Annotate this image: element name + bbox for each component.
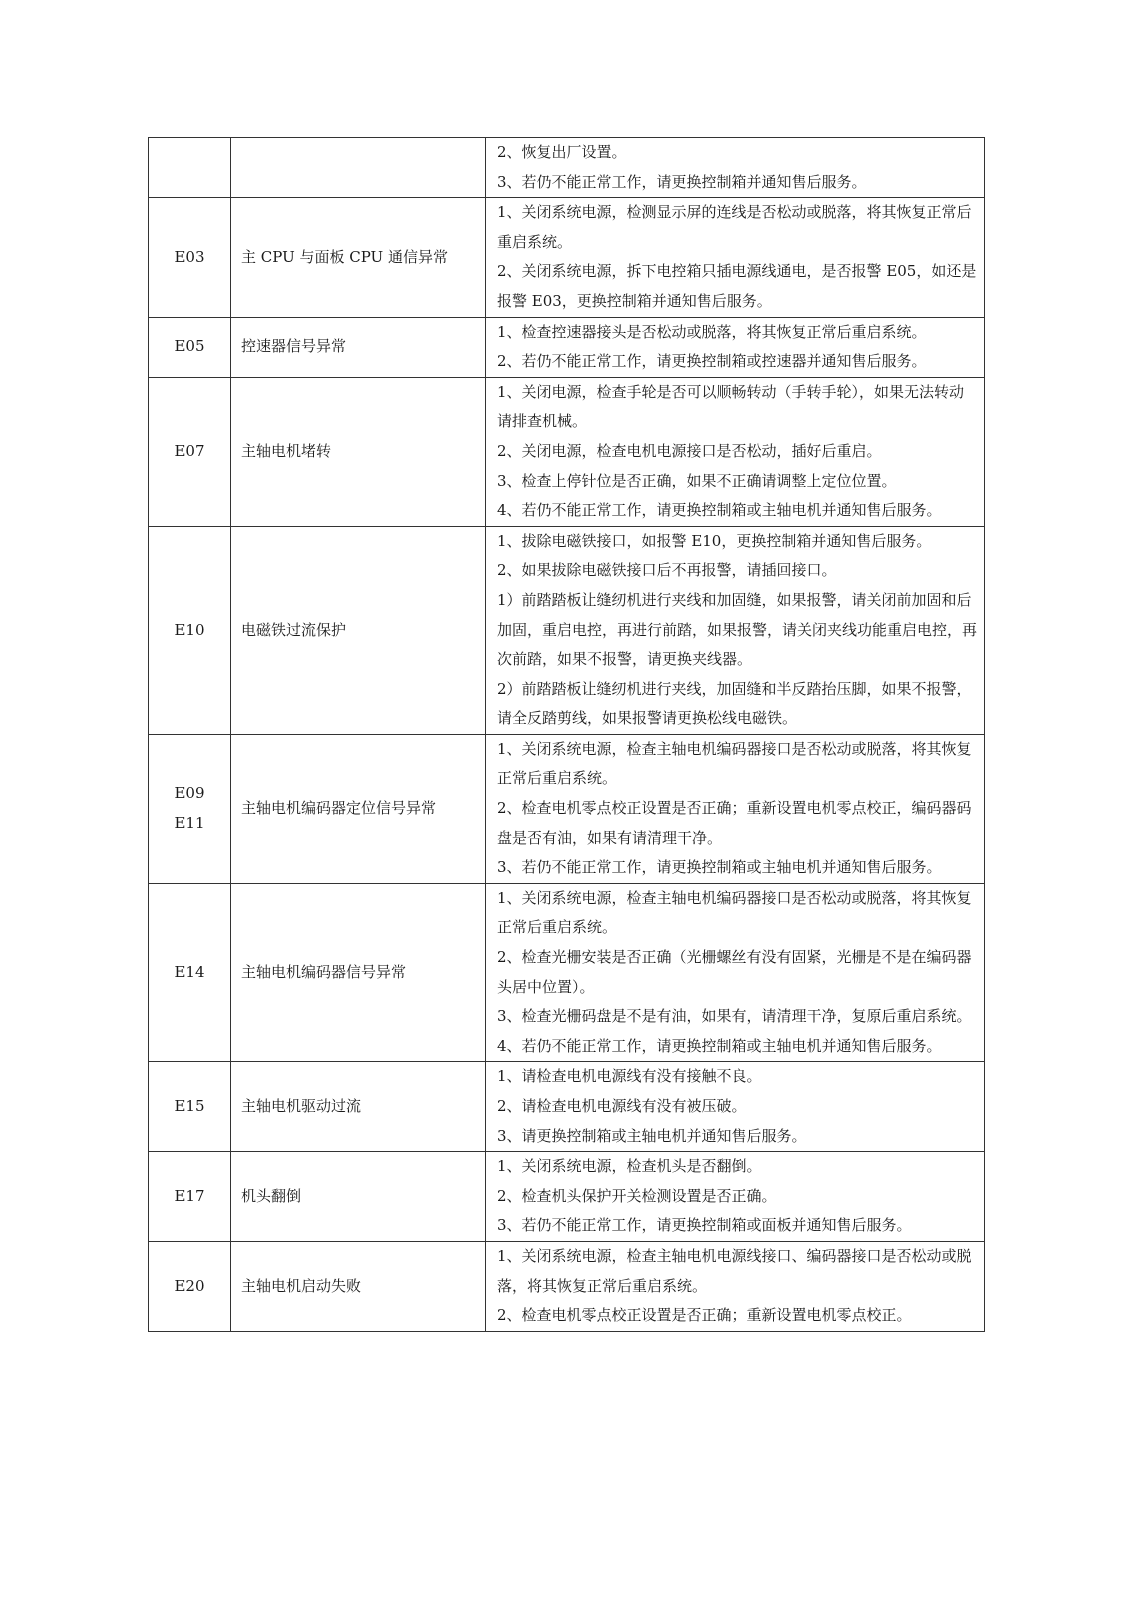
- table-row: [149, 734, 985, 883]
- solution-step: 2、若仍不能正常工作，请更换控制箱或控速器并通知售后服务。: [497, 352, 927, 371]
- solution-step: 2、检查光栅安装是否正确（光栅螺丝有没有固紧，光栅是不是在编码器头居中位置）。: [497, 948, 972, 996]
- error-code: E03: [174, 247, 205, 266]
- error-code-cell: [149, 138, 231, 198]
- error-code-cell: [149, 734, 231, 883]
- error-code-cell: [149, 1062, 231, 1152]
- table-row: [149, 1241, 985, 1331]
- error-name: 控速器信号异常: [241, 337, 347, 356]
- solution-step: 1）前踏踏板让缝纫机进行夹线和加固缝，如果报警，请关闭前加固和后加固，重启电控，再进行前踏，如果报警，请关闭夹线功能重启电控，再次前踏，如果不报警，请更换夹线器。: [497, 590, 978, 669]
- solution-cell: [486, 138, 985, 198]
- solution-step: 1、关闭系统电源，检测显示屏的连线是否松动或脱落，将其恢复正常后重启系统。: [497, 203, 972, 251]
- error-name-cell: [231, 317, 486, 377]
- solution-step: 2、恢复出厂设置。: [497, 143, 627, 161]
- table-row: [149, 1152, 985, 1242]
- solution-step: 3、若仍不能正常工作，请更换控制箱或主轴电机并通知售后服务。: [497, 858, 942, 877]
- solution-step: 2、关闭系统电源，拆下电控箱只插电源线通电，是否报警 E05，如还是报警 E03，更换控制箱并通知售后服务。: [497, 262, 977, 310]
- error-code: E10: [174, 620, 205, 639]
- solution-step: 2、检查电机零点校正设置是否正确；重新设置电机零点校正。: [497, 1306, 912, 1325]
- error-name: 主轴电机堵转: [241, 441, 332, 460]
- error-code-cell: [149, 1152, 231, 1242]
- solution-cell: [486, 883, 985, 1062]
- solution-cell: [486, 198, 985, 317]
- table-row: [149, 377, 985, 526]
- solution-step: 1、关闭电源，检查手轮是否可以顺畅转动（手转手轮），如果无法转动请排查机械。: [497, 382, 965, 431]
- solution-step: 1、拔除电磁铁接口，如报警 E10，更换控制箱并通知售后服务。: [497, 531, 932, 550]
- table-row: [149, 198, 985, 317]
- error-code: E20: [174, 1276, 205, 1295]
- table-row: [149, 526, 985, 734]
- error-code-cell: [149, 198, 231, 317]
- error-name-cell: [231, 377, 486, 526]
- solution-step: 3、检查上停针位是否正确，如果不正确请调整上定位位置。: [497, 471, 897, 490]
- solution-step: 2、如果拔除电磁铁接口后不再报警，请插回接口。: [497, 561, 837, 580]
- solution-cell: [486, 1062, 985, 1152]
- error-code-cell: [149, 377, 231, 526]
- error-code: E07: [174, 441, 205, 460]
- error-name-cell: [231, 1062, 486, 1152]
- error-name: 电磁铁过流保护: [241, 620, 347, 639]
- solution-step: 1、关闭系统电源，检查机头是否翻倒。: [497, 1157, 762, 1176]
- error-code-cell: [149, 317, 231, 377]
- error-code: E05: [174, 337, 205, 356]
- error-name-cell: [231, 198, 486, 317]
- error-table-body: [149, 138, 985, 1332]
- solution-step: 1、检查控速器接头是否松动或脱落，将其恢复正常后重启系统。: [497, 322, 927, 341]
- solution-step: 4、若仍不能正常工作，请更换控制箱或主轴电机并通知售后服务。: [497, 501, 942, 520]
- solution-step: 1、关闭系统电源，检查主轴电机编码器接口是否松动或脱落，将其恢复正常后重启系统。: [497, 739, 972, 788]
- error-name: 主 CPU 与面板 CPU 通信异常: [241, 247, 448, 266]
- error-code-cell: [149, 526, 231, 734]
- solution-cell: [486, 526, 985, 734]
- error-code: E09: [174, 784, 205, 803]
- error-code-cell: [149, 1241, 231, 1331]
- solution-step: 3、若仍不能正常工作，请更换控制箱或面板并通知售后服务。: [497, 1216, 912, 1235]
- error-code: E15: [174, 1097, 205, 1115]
- table-row: [149, 1062, 985, 1152]
- table-row: [149, 317, 985, 377]
- solution-step: 2、请检查电机电源线有没有被压破。: [497, 1097, 747, 1115]
- solution-cell: [486, 317, 985, 377]
- table-row: [149, 883, 985, 1062]
- solution-step: 3、若仍不能正常工作，请更换控制箱并通知售后服务。: [497, 172, 867, 191]
- solution-step: 2）前踏踏板让缝纫机进行夹线，加固缝和半反踏抬压脚，如果不报警，请全反踏剪线，如果报警请更换松线电磁铁。: [497, 679, 972, 728]
- solution-step: 1、关闭系统电源，检查主轴电机电源线接口、编码器接口是否松动或脱落，将其恢复正常后重启系统。: [497, 1246, 972, 1295]
- error-name-cell: [231, 138, 486, 198]
- error-name-cell: [231, 1241, 486, 1331]
- error-name: 机头翻倒: [241, 1186, 302, 1205]
- error-code: E14: [174, 962, 205, 981]
- solution-step: 1、关闭系统电源，检查主轴电机编码器接口是否松动或脱落，将其恢复正常后重启系统。: [497, 888, 972, 937]
- error-name: 主轴电机编码器定位信号异常: [241, 799, 437, 818]
- error-name: 主轴电机启动失败: [241, 1276, 362, 1295]
- solution-cell: [486, 1152, 985, 1242]
- solution-step: 2、检查机头保护开关检测设置是否正确。: [497, 1186, 777, 1205]
- solution-step: 4、若仍不能正常工作，请更换控制箱或主轴电机并通知售后服务。: [497, 1036, 942, 1055]
- error-name: 主轴电机驱动过流: [241, 1097, 362, 1115]
- solution-step: 2、检查电机零点校正设置是否正确；重新设置电机零点校正，编码器码盘是否有油，如果有请清理干净。: [497, 799, 972, 847]
- solution-step: 2、关闭电源，检查电机电源接口是否松动，插好后重启。: [497, 441, 882, 460]
- table-row: [149, 138, 985, 198]
- error-code-cell: [149, 883, 231, 1062]
- error-name-cell: [231, 734, 486, 883]
- solution-step: 3、请更换控制箱或主轴电机并通知售后服务。: [497, 1126, 807, 1145]
- error-code-table: [148, 137, 985, 1332]
- error-name-cell: [231, 883, 486, 1062]
- solution-cell: [486, 377, 985, 526]
- error-code: E11: [174, 813, 205, 832]
- error-name-cell: [231, 526, 486, 734]
- error-name: 主轴电机编码器信号异常: [241, 962, 407, 981]
- error-code: E17: [174, 1186, 205, 1205]
- solution-cell: [486, 1241, 985, 1331]
- solution-step: 1、请检查电机电源线有没有接触不良。: [497, 1067, 762, 1086]
- error-name-cell: [231, 1152, 486, 1242]
- solution-cell: [486, 734, 985, 883]
- solution-step: 3、检查光栅码盘是不是有油，如果有，请清理干净，复原后重启系统。: [497, 1007, 972, 1026]
